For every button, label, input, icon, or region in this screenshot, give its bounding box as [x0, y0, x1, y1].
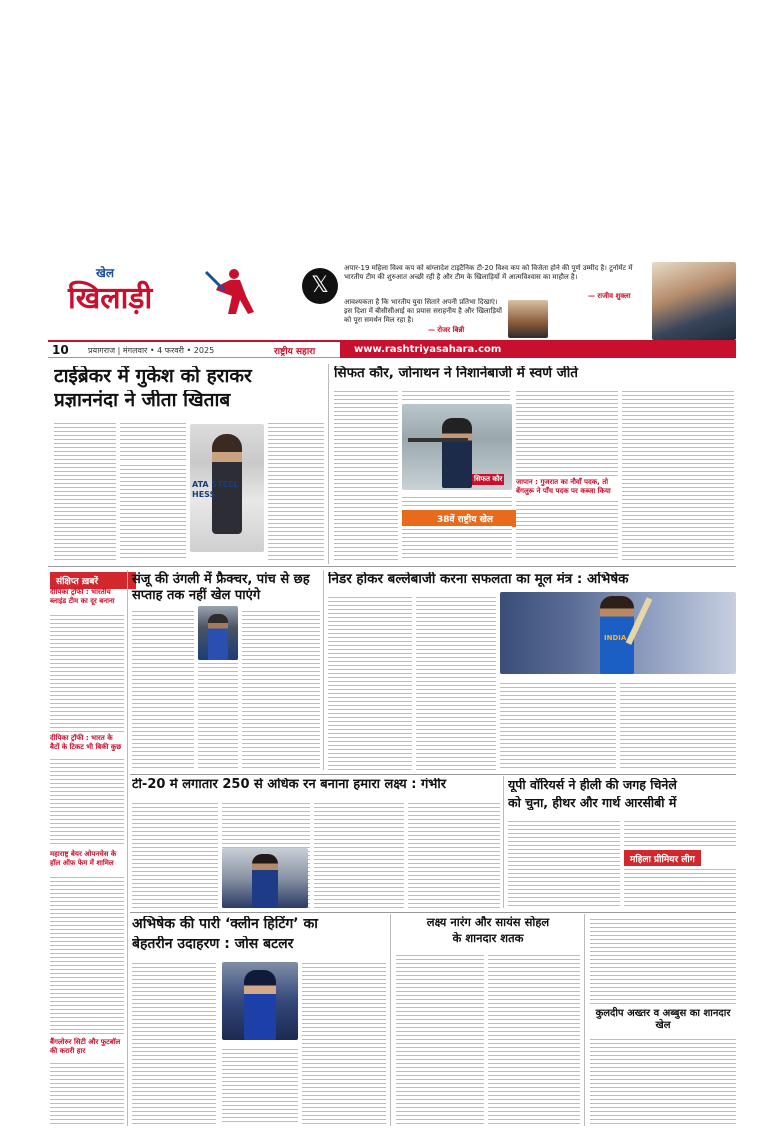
brief-2-body: [50, 756, 124, 846]
sift-body-col-2: [402, 388, 510, 402]
up-warriors-body-col-2: [624, 818, 736, 848]
brief-4-body: [50, 874, 124, 1034]
brief-2-title: दीपिका ट्रॉफी : भारत के बैटों के टिकट भी बिकी कुछ: [50, 734, 122, 751]
sanju-headline: संजू की उंगली में फ्रैक्चर, पांच से छह सप्ताह तक नहीं खेल पाएंगे: [132, 572, 310, 603]
brief-1-body: [50, 612, 124, 732]
abhishek-photo: [500, 592, 736, 674]
sift-sub-1: जापान : गुजरात का नौवाँ पदक, तो बेंगलुरू ने पाँच पदक पर कब्जा किया: [516, 478, 611, 495]
page-number: 10: [52, 343, 69, 357]
sanju-body-col-1: [132, 608, 194, 768]
brand-small: खेल: [96, 266, 114, 280]
brief-1-title: दीपिका ट्रॉफी : भारतीय ब्लाइंड टीम का दूर बनाना: [50, 588, 115, 605]
buttler-headline-1: अभिषेक की पारी ‘क्लीन हिटिंग’ का: [132, 916, 318, 932]
gambhir-body-col-4: [408, 800, 500, 910]
row-divider-3: [130, 912, 736, 913]
sift-body-col-1: [334, 388, 398, 560]
lakshya-headline-2: के शानदार शतक: [452, 932, 524, 945]
col-divider-6: [584, 914, 585, 1126]
abhishek-body-col-1: [328, 594, 412, 770]
brief-3-title: बैंगलोरुर सिटी और फुटबॉल की करारी हार: [50, 1038, 121, 1055]
sift-body-col-2c: [402, 526, 512, 560]
col-divider-3: [323, 570, 324, 770]
trophy-headline: कुलदीप अख्तर व अब्बुस का शानदार खेल: [595, 1008, 731, 1031]
buttler-body-col-1: [132, 960, 216, 1124]
sift-photo-caption: सिफत कौर: [474, 475, 503, 483]
abhishek-photo-text: INDIA: [604, 634, 627, 642]
col-divider-1: [328, 364, 329, 564]
gukesh-headline-2: प्रज्ञाननंदा ने जीता खिताब: [54, 390, 231, 411]
website-url[interactable]: www.rashtriyasahara.com: [354, 344, 502, 355]
section-tab-national-games: 38वें राष्ट्रीय खेल: [402, 510, 528, 527]
official-portrait-2: [652, 262, 736, 340]
rifle: [408, 438, 468, 442]
gukesh-headline-1: टाईब्रेकर में गुकेश को हराकर: [54, 366, 252, 387]
gukesh-body-col-1: [54, 420, 116, 560]
col-divider-4: [503, 776, 504, 908]
buttler-photo: [222, 962, 298, 1040]
gukesh-body-col-2: [120, 420, 186, 460]
paper-name: राष्ट्रीय सहारा: [274, 347, 316, 357]
up-warriors-body-col-1: [508, 818, 620, 908]
row-divider-1: [48, 566, 736, 567]
sanju-body-col-3: [242, 608, 320, 768]
sanju-photo: [198, 606, 238, 660]
masthead-quote-author: — राजीव शुक्ला: [588, 292, 631, 300]
buttler-figure: [244, 970, 276, 1040]
sift-body-col-2b: [402, 494, 512, 508]
buttler-headline-2: बेहतरीन उदाहरण : जोस बटलर: [132, 936, 294, 952]
section-tab-briefs: संक्षिप्त ख़बरें: [50, 572, 136, 589]
section-tab-wpl: महिला प्रीमियर लीग: [624, 850, 701, 867]
masthead-quote-2: आवश्यकता है कि भारतीय युवा सितारे अपनी प्रतिभा दिखाएं। इस दिशा में बीसीसीआई का प्रयास सराहनीय है और खिलाड़ियों को पूरा समर्थन मिल रहा है।: [344, 298, 502, 324]
masthead: [48, 262, 736, 340]
brief-3-body: [50, 1060, 124, 1124]
trophy-body-bottom: [590, 1036, 736, 1124]
website-strip: [340, 342, 736, 358]
gukesh-body-col-2b: [120, 462, 186, 560]
sift-headline: सिफत कौर, जोनाथन ने निशानेबाजी में स्वर्ण जीते: [334, 366, 578, 381]
sanju-figure: [208, 614, 228, 660]
abhishek-body-col-3: [500, 680, 616, 770]
lakshya-body-col-1: [396, 952, 484, 1124]
col-divider-2: [127, 570, 128, 1126]
buttler-body-col-2: [222, 1046, 298, 1124]
cricketer-silhouette-icon: [196, 266, 266, 318]
gambhir-body-col-1: [132, 800, 218, 910]
shooter-figure: [442, 418, 472, 488]
masthead-quote: अपार-19 महिला विश्व कप को बांग्लादेश टाइटैनिक टी-20 विश्व कप को विजेता होने की पूर्ण उम्मीद है। टूर्नामेंट में भारतीय टीम की शुरुआत अच्छी रही है और टीम के खिलाड़ियों में आत्मविश्वास का माहौल है।: [344, 264, 633, 281]
lakshya-headline-1: लक्ष्य नारंग और सायंस सोहल: [426, 916, 550, 929]
gambhir-body-col-3: [314, 800, 404, 910]
brief-4-title: महाराष्ट्र बेयर ओपनचेस के हॉल ऑफ़ फेम में शामिल: [50, 850, 117, 867]
sift-body-col-3: [516, 388, 618, 478]
abhishek-headline: निडर होकर बल्लेबाजी करना सफलता का मूल मंत्र : अभिषेक: [328, 572, 629, 587]
x-logo-icon: 𝕏: [302, 268, 338, 304]
gukesh-photo-text: ATA STEEL HESS: [192, 480, 239, 499]
sift-body-col-3b: [516, 498, 618, 560]
row-divider-2: [130, 774, 736, 775]
col-divider-5: [390, 914, 391, 1126]
up-warriors-headline-1: यूपी वॉरियर्स ने हीली की जगह चिनेले: [508, 778, 677, 792]
gukesh-photo: [190, 424, 264, 552]
gambhir-figure: [252, 854, 278, 908]
dateline-bar: [48, 340, 736, 358]
lakshya-body-col-2: [488, 952, 580, 1124]
brand-logo: खिलाड़ी: [68, 281, 153, 316]
abhishek-body-col-2: [416, 594, 496, 770]
masthead-brand-box: [48, 262, 276, 322]
up-warriors-headline-2: को चुना, हीथर और गार्थ आरसीबी में: [508, 796, 677, 810]
gambhir-photo: [222, 848, 308, 908]
masthead-quote-2-author: — रोजर बिन्नी: [428, 326, 465, 334]
edition-date: प्रयागराज | मंगलवार • 4 फरवरी • 2025: [88, 346, 215, 355]
official-portrait-1: [508, 300, 548, 338]
abhishek-body-col-4: [620, 680, 736, 770]
buttler-body-col-3: [302, 960, 386, 1124]
sift-photo: [402, 404, 512, 490]
up-warriors-body-col-2b: [624, 866, 736, 908]
gambhir-headline: टी-20 में लगातार 250 से अधिक रन बनाना हमारा लक्ष्य : गंभीर: [132, 778, 447, 792]
sift-body-col-4: [622, 388, 734, 560]
gukesh-body-col-3: [268, 420, 324, 560]
trophy-body-top: [590, 916, 736, 1006]
